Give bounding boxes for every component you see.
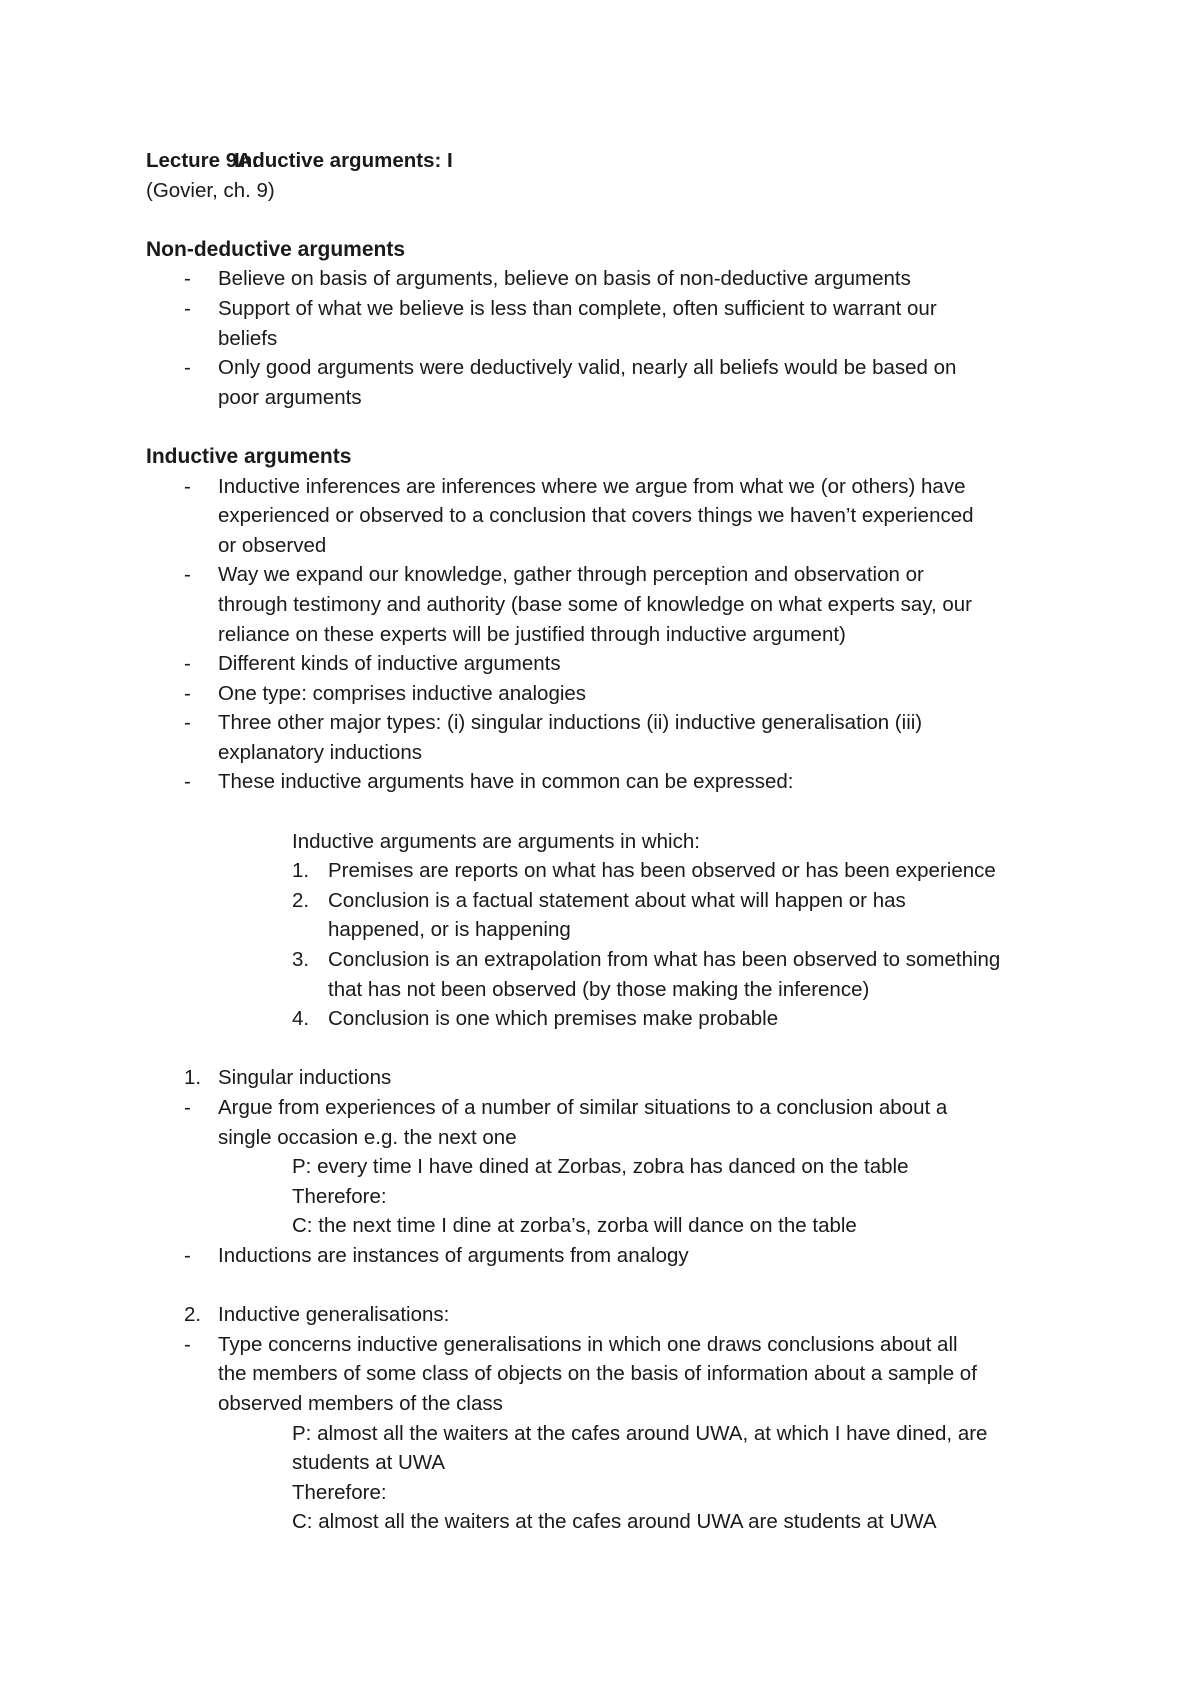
example-conclusion: C: the next time I dine at zorba’s, zorba will dance on the table bbox=[292, 1214, 857, 1238]
bullet-dash: - bbox=[184, 681, 191, 705]
bullet-text: Way we expand our knowledge, gather through perception and observation or bbox=[218, 563, 924, 587]
document-body bbox=[146, 146, 1066, 1537]
subsection-singular bbox=[146, 1063, 1066, 1093]
bullet-item bbox=[146, 353, 1066, 383]
criteria-item bbox=[146, 945, 1066, 975]
bullet-dash: - bbox=[184, 1332, 191, 1356]
lecture-number: Lecture 9A: bbox=[146, 149, 259, 172]
example-premise: P: every time I have dined at Zorbas, zobra has danced on the table bbox=[292, 1155, 909, 1179]
bullet-item bbox=[146, 560, 1066, 590]
lecture-title bbox=[146, 146, 1066, 176]
bullet-text: Three other major types: (i) singular inductions (ii) inductive generalisation (iii) bbox=[218, 711, 923, 735]
section-heading-non-deductive: Non-deductive arguments bbox=[146, 237, 406, 261]
bullet-text: Different kinds of inductive arguments bbox=[218, 652, 561, 676]
criteria-number: 3. bbox=[292, 948, 310, 972]
bullet-item bbox=[146, 1330, 1066, 1360]
bullet-item bbox=[146, 767, 1066, 797]
criteria-text: Conclusion is an extrapolation from what has been observed to something bbox=[328, 948, 1001, 972]
bullet-item bbox=[146, 1241, 1066, 1271]
bullet-dash: - bbox=[184, 711, 191, 735]
bullet-text: One type: comprises inductive analogies bbox=[218, 681, 587, 705]
bullet-item bbox=[146, 1093, 1066, 1123]
subsection-generalisations bbox=[146, 1300, 1066, 1330]
bullet-dash: - bbox=[184, 296, 191, 320]
bullet-dash: - bbox=[184, 1243, 191, 1267]
criteria-number: 2. bbox=[292, 888, 310, 912]
bullet-continuation: or observed bbox=[218, 533, 327, 557]
bullet-text: Inductive inferences are inferences where we argue from what we (or others) have bbox=[218, 474, 966, 498]
bullet-dash: - bbox=[184, 267, 191, 291]
lecture-topic: Inductive arguments: I bbox=[234, 149, 453, 172]
bullet-text: Argue from experiences of a number of similar situations to a conclusion about a bbox=[218, 1096, 948, 1119]
criteria-item bbox=[146, 856, 1066, 886]
criteria-text: Conclusion is one which premises make probable bbox=[328, 1007, 779, 1031]
bullet-continuation: beliefs bbox=[218, 326, 278, 350]
criteria-intro: Inductive arguments are arguments in which: bbox=[292, 829, 700, 853]
bullet-text: These inductive arguments have in common can be expressed: bbox=[218, 770, 794, 794]
bullet-continuation: the members of some class of objects on the basis of information about a sample of bbox=[218, 1362, 977, 1386]
criteria-item bbox=[146, 886, 1066, 916]
bullet-dash: - bbox=[184, 356, 191, 380]
section-heading-inductive: Inductive arguments bbox=[146, 444, 352, 468]
bullet-item bbox=[146, 649, 1066, 679]
bullet-dash: - bbox=[184, 474, 191, 498]
bullet-item bbox=[146, 294, 1066, 324]
bullet-text: Type concerns inductive generalisations in which one draws conclusions about all bbox=[218, 1332, 958, 1356]
bullet-dash: - bbox=[184, 770, 191, 794]
criteria-text: Premises are reports on what has been observed or has been experience bbox=[328, 859, 996, 883]
criteria-number: 1. bbox=[292, 859, 310, 883]
subsection-heading: Inductive generalisations: bbox=[218, 1303, 450, 1327]
bullet-text: Support of what we believe is less than complete, often sufficient to warrant our bbox=[218, 296, 937, 320]
subsection-number: 1. bbox=[184, 1066, 202, 1090]
bullet-item bbox=[146, 708, 1066, 738]
criteria-continuation: that has not been observed (by those making the inference) bbox=[328, 977, 870, 1001]
lecture-reference: (Govier, ch. 9) bbox=[146, 178, 275, 202]
bullet-item bbox=[146, 472, 1066, 502]
bullet-continuation: poor arguments bbox=[218, 385, 362, 409]
example-conclusion: C: almost all the waiters at the cafes around UWA are students at UWA bbox=[292, 1510, 937, 1534]
bullet-text: Only good arguments were deductively valid, nearly all beliefs would be based on bbox=[218, 356, 957, 380]
criteria-text: Conclusion is a factual statement about what will happen or has bbox=[328, 888, 906, 912]
bullet-text: Inductions are instances of arguments from analogy bbox=[218, 1243, 689, 1267]
bullet-continuation: explanatory inductions bbox=[218, 740, 422, 764]
example-premise-continuation: students at UWA bbox=[292, 1451, 446, 1475]
bullet-continuation: reliance on these experts will be justified through inductive argument) bbox=[218, 622, 846, 646]
bullet-dash: - bbox=[184, 1096, 191, 1119]
bullet-text: Believe on basis of arguments, believe on basis of non-deductive arguments bbox=[218, 267, 911, 291]
subsection-number: 2. bbox=[184, 1303, 202, 1327]
bullet-item bbox=[146, 679, 1066, 709]
bullet-continuation: experienced or observed to a conclusion that covers things we haven’t experienced bbox=[218, 504, 974, 528]
criteria-number: 4. bbox=[292, 1007, 310, 1031]
bullet-continuation: through testimony and authority (base some of knowledge on what experts say, our bbox=[218, 592, 972, 616]
example-therefore: Therefore: bbox=[292, 1480, 387, 1504]
bullet-continuation: observed members of the class bbox=[218, 1391, 503, 1415]
example-therefore: Therefore: bbox=[292, 1184, 387, 1208]
criteria-item bbox=[146, 1004, 1066, 1034]
bullet-dash: - bbox=[184, 652, 191, 676]
example-premise: P: almost all the waiters at the cafes around UWA, at which I have dined, are bbox=[292, 1421, 988, 1445]
bullet-item bbox=[146, 264, 1066, 294]
subsection-heading: Singular inductions bbox=[218, 1066, 392, 1090]
criteria-continuation: happened, or is happening bbox=[328, 918, 571, 942]
bullet-dash: - bbox=[184, 563, 191, 587]
bullet-continuation: single occasion e.g. the next one bbox=[218, 1125, 517, 1149]
